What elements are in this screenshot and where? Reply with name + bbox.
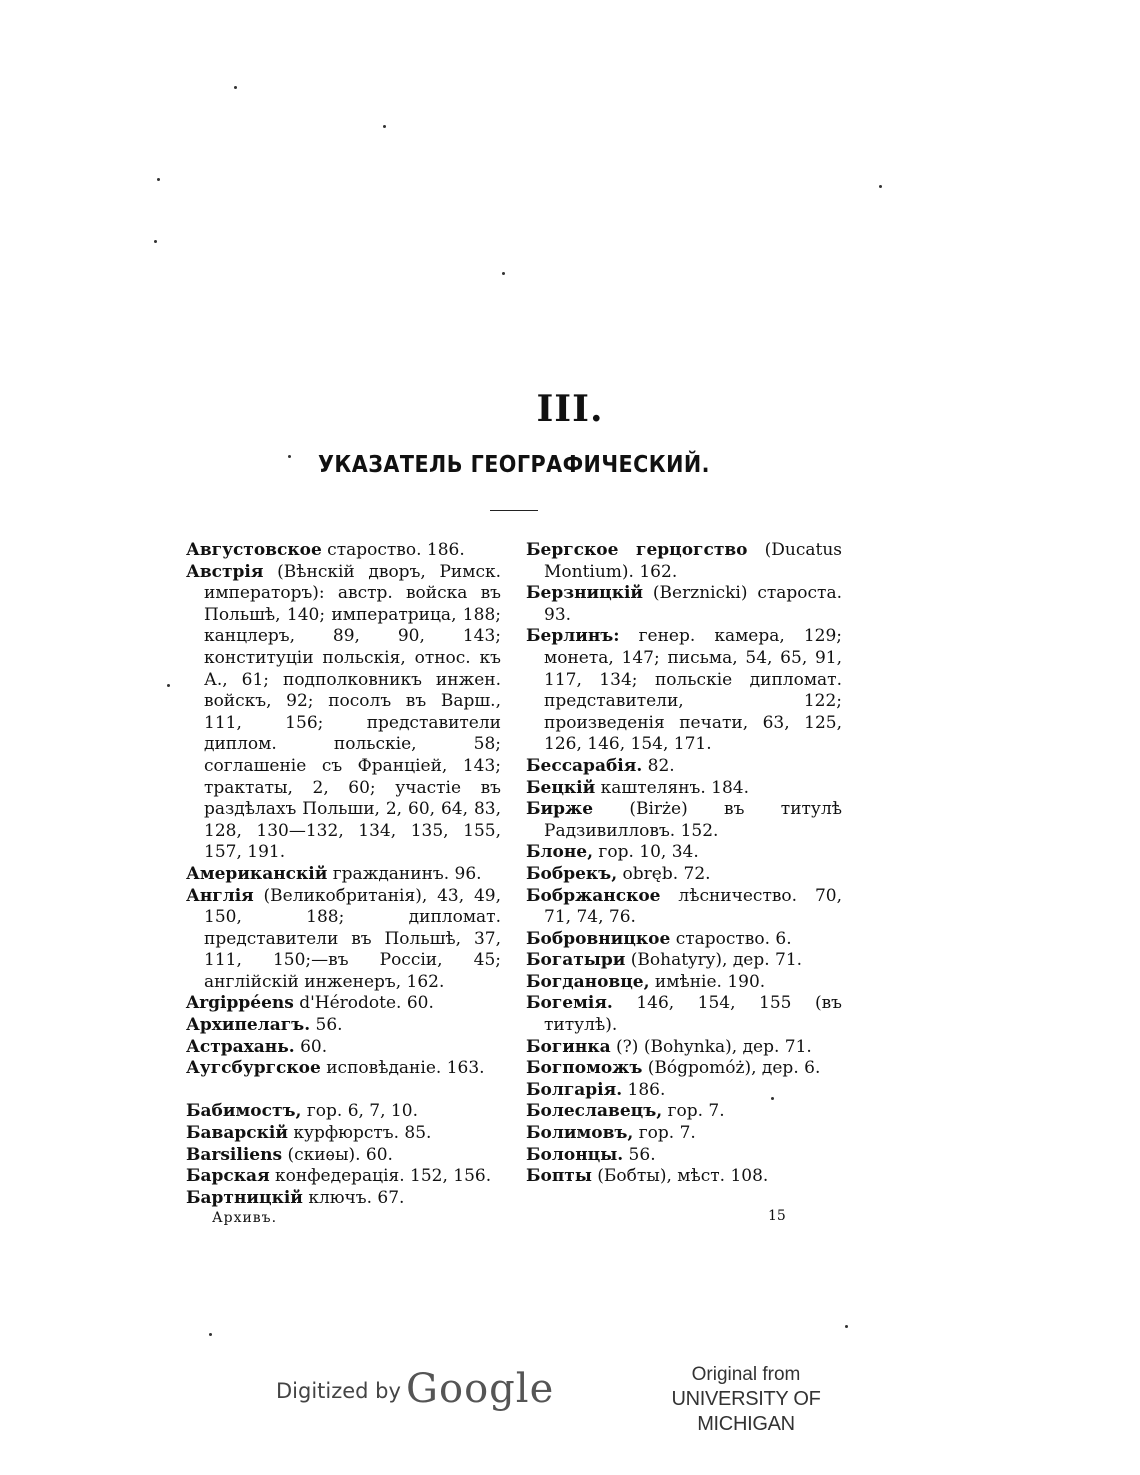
digitized-label: Digitized by (276, 1379, 401, 1403)
index-entry-refs: 56. (623, 1144, 656, 1165)
index-entry-refs: курфюрстъ. 85. (287, 1123, 432, 1144)
index-entry-refs: каштелянъ. 184. (595, 777, 750, 798)
index-entry (526, 799, 842, 842)
index-entry (186, 1188, 501, 1210)
index-entry-head: Барская (186, 1166, 270, 1187)
index-entry-head: Августовское (186, 540, 322, 560)
index-entry-refs: гражданинъ. 96. (327, 863, 482, 884)
index-entry-refs: генер. камера, 129; монета, 147; письма, 54, 65, 91, 117, 134; польскіе дипломат. представители, 122; произведенія печати, 63, 125, 126, 146, 154, 171. (544, 626, 842, 755)
index-entry-refs: гор. 7. (662, 1101, 725, 1122)
index-entry (526, 950, 842, 972)
index-entry-refs: конфедерація. 152, 156. (269, 1166, 492, 1187)
index-entry-refs: гор. 6, 7, 10. (301, 1101, 418, 1122)
index-entry-head: Архипелагъ. (186, 1015, 311, 1036)
index-entry-head: Богинка (526, 1036, 611, 1057)
index-entry-refs: 60. (294, 1036, 328, 1057)
index-entry (186, 1101, 501, 1123)
index-entry-refs: (Бобты), мѣст. 108. (591, 1166, 769, 1187)
index-entry-head: Бопты (526, 1166, 592, 1187)
index-entry-head: Argippéens (186, 993, 294, 1014)
index-entry-refs: (Birże) въ титулѣ Радзивилловъ. 152. (544, 799, 842, 841)
footer-signature: Архивъ. (212, 1210, 278, 1226)
index-entry-refs: d'Hérodote. 60. (293, 993, 434, 1014)
index-entry (526, 993, 842, 1036)
google-logo: Google (406, 1366, 555, 1412)
scan-speck (502, 272, 505, 275)
index-entry-head: Бергское герцогство (526, 540, 748, 560)
index-entry (526, 1101, 842, 1123)
index-entry-refs: (Ducatus Montium). 162. (544, 540, 842, 582)
index-entry-refs: лѣсничество. 70, 71, 74, 76. (544, 885, 842, 928)
index-entry-head: Астрахань. (186, 1036, 295, 1057)
section-numeral: III. (536, 388, 604, 430)
index-entry-refs: исповѣданіе. 163. (320, 1058, 485, 1079)
index-entry-head: Болеславецъ, (526, 1101, 663, 1122)
index-entry (526, 1037, 842, 1059)
index-entry-head: Богемія. (526, 993, 613, 1014)
index-entry (526, 1080, 842, 1102)
index-entry-refs: староство. 6. (670, 928, 792, 949)
index-entry-refs: 56. (310, 1015, 343, 1036)
index-entry-refs: 82. (642, 755, 675, 776)
scan-speck (167, 684, 170, 687)
index-entry-head: Barsiliens (186, 1144, 283, 1165)
index-entry-head: Болгарія. (526, 1079, 623, 1100)
index-entry (526, 1123, 842, 1145)
index-entry-refs: 146, 154, 155 (въ титулѣ). (544, 993, 842, 1036)
scan-speck (383, 125, 386, 128)
scan-speck (234, 86, 237, 89)
title-rule (490, 510, 538, 511)
index-entry-head: Бобржанское (526, 885, 661, 906)
index-entry-head: Бобровницкое (526, 928, 671, 949)
index-entry-head: Англія (186, 885, 254, 906)
scan-speck (157, 178, 160, 181)
index-entry-refs: (?) (Bohynka), дер. 71. (610, 1036, 812, 1057)
index-entry-refs: (Berznicki) староста. 93. (544, 583, 842, 625)
index-entry (526, 842, 842, 864)
page-title: УКАЗАТЕЛЬ ГЕОГРАФИЧЕСКИЙ. (318, 452, 710, 478)
index-column-right (526, 540, 842, 1188)
index-entry (186, 993, 501, 1015)
entry-gap (186, 1080, 501, 1102)
index-entry (526, 1058, 842, 1080)
index-entry-head: Бабимостъ, (186, 1101, 302, 1122)
index-entry (526, 756, 842, 778)
index-entry-head: Австрія (186, 561, 264, 582)
index-entry-head: Бецкій (526, 777, 596, 798)
index-column-left (186, 540, 501, 1209)
original-from-label: Original from (691, 1364, 801, 1385)
index-entry (186, 864, 501, 886)
index-entry (526, 540, 842, 583)
index-entry-head: Болимовъ, (526, 1123, 634, 1144)
index-entry-refs: имѣніе. 190. (649, 971, 766, 992)
index-entry-head: Баварскій (186, 1123, 288, 1144)
index-entry-head: Болонцы. (526, 1144, 624, 1165)
index-entry-refs: (Bohatyry), дер. 71. (625, 950, 803, 971)
index-entry-refs: (Bógpomóż), дер. 6. (642, 1058, 821, 1079)
index-entry (526, 972, 842, 994)
index-entry (186, 1123, 501, 1145)
index-entry (186, 1166, 501, 1188)
index-entry-head: Аугсбургское (186, 1058, 321, 1079)
index-entry (186, 1058, 501, 1080)
university-label: UNIVERSITY OF MICHIGAN (671, 1388, 821, 1435)
index-entry (526, 1166, 842, 1188)
index-entry-head: Берзницкій (526, 583, 644, 604)
index-entry-head: Бессарабія. (526, 755, 643, 776)
scan-speck (209, 1333, 212, 1336)
index-entry-head: Берлинъ: (526, 626, 620, 647)
index-entry (526, 583, 842, 626)
scan-speck (879, 185, 882, 188)
index-entry (186, 1037, 501, 1059)
index-entry-head: Блоне, (526, 842, 594, 863)
index-entry-head: Бартницкій (186, 1187, 303, 1208)
index-entry-head: Богатыри (526, 950, 626, 971)
index-entry-refs: гор. 7. (633, 1123, 696, 1144)
index-entry-refs: (Великобританія), 43, 49, 150, 188; дипломат. представители въ Польшѣ, 37, 111, 150;—въ Россіи, 45; англійскій инженеръ, 162. (204, 885, 501, 992)
index-entry (526, 778, 842, 800)
digitized-by-watermark (276, 1366, 554, 1412)
original-from-watermark (630, 1362, 862, 1437)
index-entry-refs: (скиѳы). 60. (282, 1144, 393, 1165)
index-entry (186, 1015, 501, 1037)
index-entry (526, 626, 842, 756)
index-entry-refs: ключъ. 67. (302, 1187, 405, 1208)
footer-sheet-number: 15 (768, 1208, 786, 1224)
index-entry (526, 864, 842, 886)
index-entry (526, 1145, 842, 1167)
index-entry-head: Бобрекъ, (526, 863, 618, 884)
index-entry (186, 1145, 501, 1167)
index-entry-head: Богдановце, (526, 971, 650, 992)
index-entry-refs: гор. 10, 34. (593, 842, 699, 863)
index-entry-refs: 186. (622, 1079, 666, 1100)
index-entry (526, 886, 842, 929)
index-entry (186, 540, 501, 562)
index-entry (186, 562, 501, 864)
index-entry-refs: (Вѣнскій дворъ, Римск. императоръ): австр. войска въ Польшѣ, 140; императрица, 188; канцлеръ, 89, 90, 143; конституціи польскія, относ. къ А., 61; подполковникъ инжен. войскъ, 92; посолъ въ Варш., 111, 156; представители диплом. польскіе, 58; соглашеніе съ Франціей, 143; трактаты, 2, 60; участіе въ раздѣлахъ Польши, 2, 60, 64, 83, 128, 130—132, 134, 135, 155, 157, 191. (204, 561, 501, 863)
index-entry-head: Бирже (526, 799, 594, 820)
index-entry (526, 929, 842, 951)
index-entry-refs: obręb. 72. (617, 863, 711, 884)
index-entry-refs: староство. 186. (321, 540, 465, 560)
index-entry-head: Американскій (186, 863, 328, 884)
scan-speck (154, 240, 157, 243)
scan-speck (845, 1325, 848, 1328)
index-entry (186, 886, 501, 994)
index-entry-head: Богпоможъ (526, 1058, 643, 1079)
